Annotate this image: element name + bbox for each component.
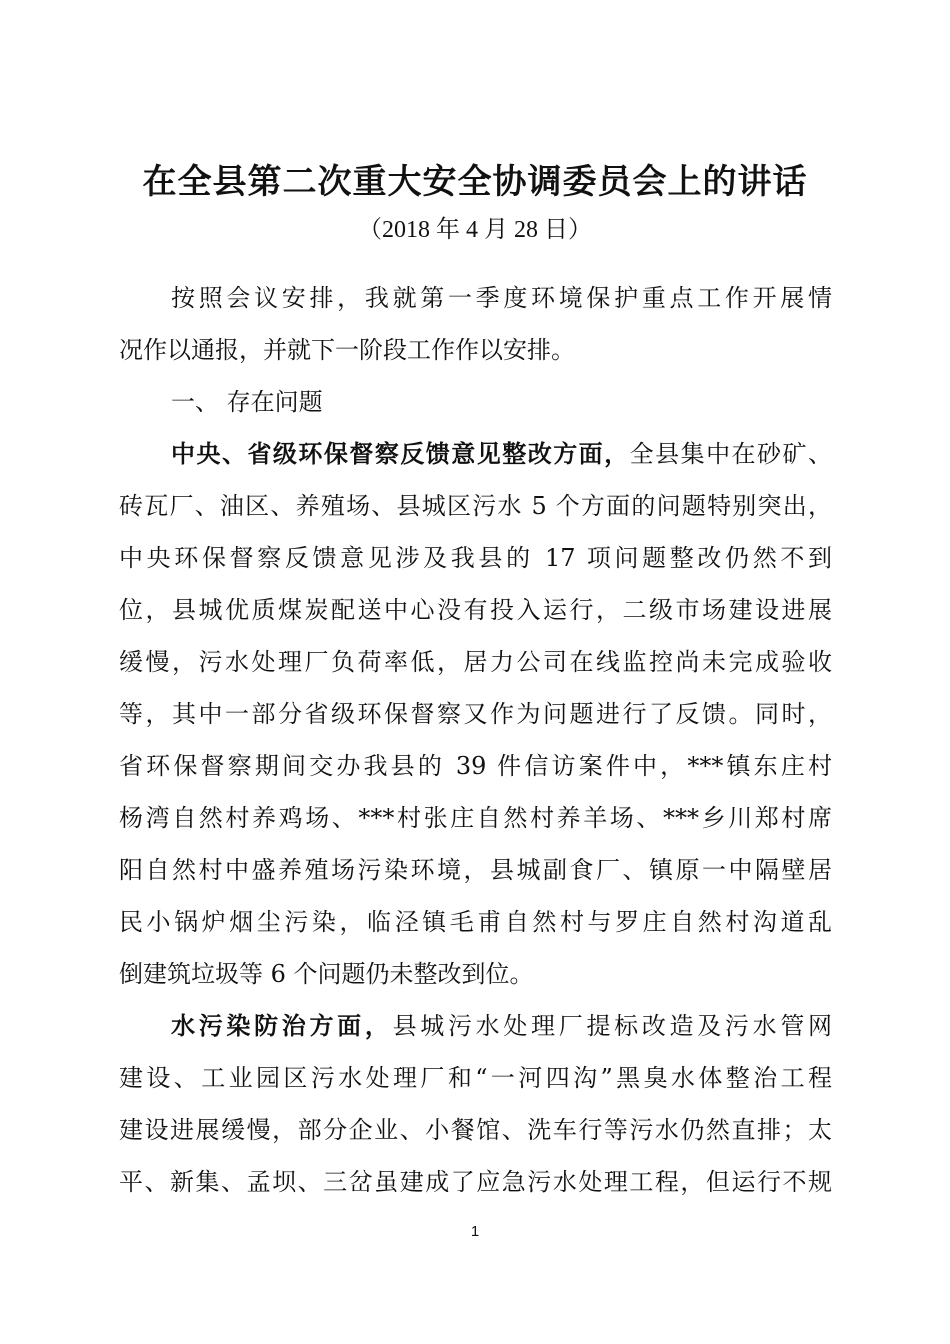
document-date: （2018 年 4 月 28 日）	[358, 217, 592, 243]
document-body	[119, 272, 832, 1208]
paragraph1-line-1	[119, 428, 832, 480]
document-title: 在全县第二次重大安全协调委员会上的讲话	[142, 162, 808, 202]
paragraph1-line: 砖瓦厂、油区、养殖场、县城区污水 5 个方面的问题特别突出，	[119, 492, 832, 520]
paragraph1-line: 阳自然村中盛养殖场污染环境，县城副食厂、镇原一中隔壁居	[119, 856, 832, 884]
paragraph1-line-last: 倒建筑垃圾等 6 个问题仍未整改到位。	[119, 960, 534, 988]
paragraph1-line: 缓慢，污水处理厂负荷率低，居力公司在线监控尚未完成验收	[119, 648, 832, 676]
page-number: 1	[470, 1223, 480, 1240]
paragraph1-line: 位，县城优质煤炭配送中心没有投入运行，二级市场建设进展	[119, 596, 832, 624]
paragraph2-line-1-text: 县城污水处理厂提标改造及污水管网	[392, 1012, 833, 1040]
intro-line-1: 按照会议安排，我就第一季度环境保护重点工作开展情	[171, 284, 832, 312]
paragraph2-line: 建设进展缓慢，部分企业、小餐馆、洗车行等污水仍然直排；太	[119, 1116, 832, 1144]
paragraph1-line: 中央环保督察反馈意见涉及我县的 17 项问题整改仍然不到	[119, 544, 832, 572]
intro-line-2: 况作以通报，并就下一阶段工作作以安排。	[119, 336, 575, 364]
paragraph1-line: 等，其中一部分省级环保督察又作为问题进行了反馈。同时，	[119, 700, 832, 728]
paragraph2-line-1	[119, 1000, 832, 1052]
paragraph1-line: 民小锅炉烟尘污染，临泾镇毛甫自然村与罗庄自然村沟道乱	[119, 908, 832, 936]
section-heading: 一、 存在问题	[171, 388, 323, 416]
paragraph1-line-1-text: 全县集中在砂矿、	[629, 440, 833, 468]
paragraph1-lead: 中央、省级环保督察反馈意见整改方面，	[171, 439, 630, 468]
paragraph2-lead: 水污染防治方面，	[171, 1011, 393, 1040]
paragraph2-line: 平、新集、孟坝、三岔虽建成了应急污水处理工程，但运行不规	[119, 1168, 832, 1196]
paragraph1-line: 杨湾自然村养鸡场、***村张庄自然村养羊场、***乡川郑村席	[119, 804, 832, 832]
paragraph2-line: 建设、工业园区污水处理厂和“一河四沟”黑臭水体整治工程	[119, 1064, 832, 1092]
paragraph1-line: 省环保督察期间交办我县的 39 件信访案件中，***镇东庄村	[119, 752, 832, 780]
